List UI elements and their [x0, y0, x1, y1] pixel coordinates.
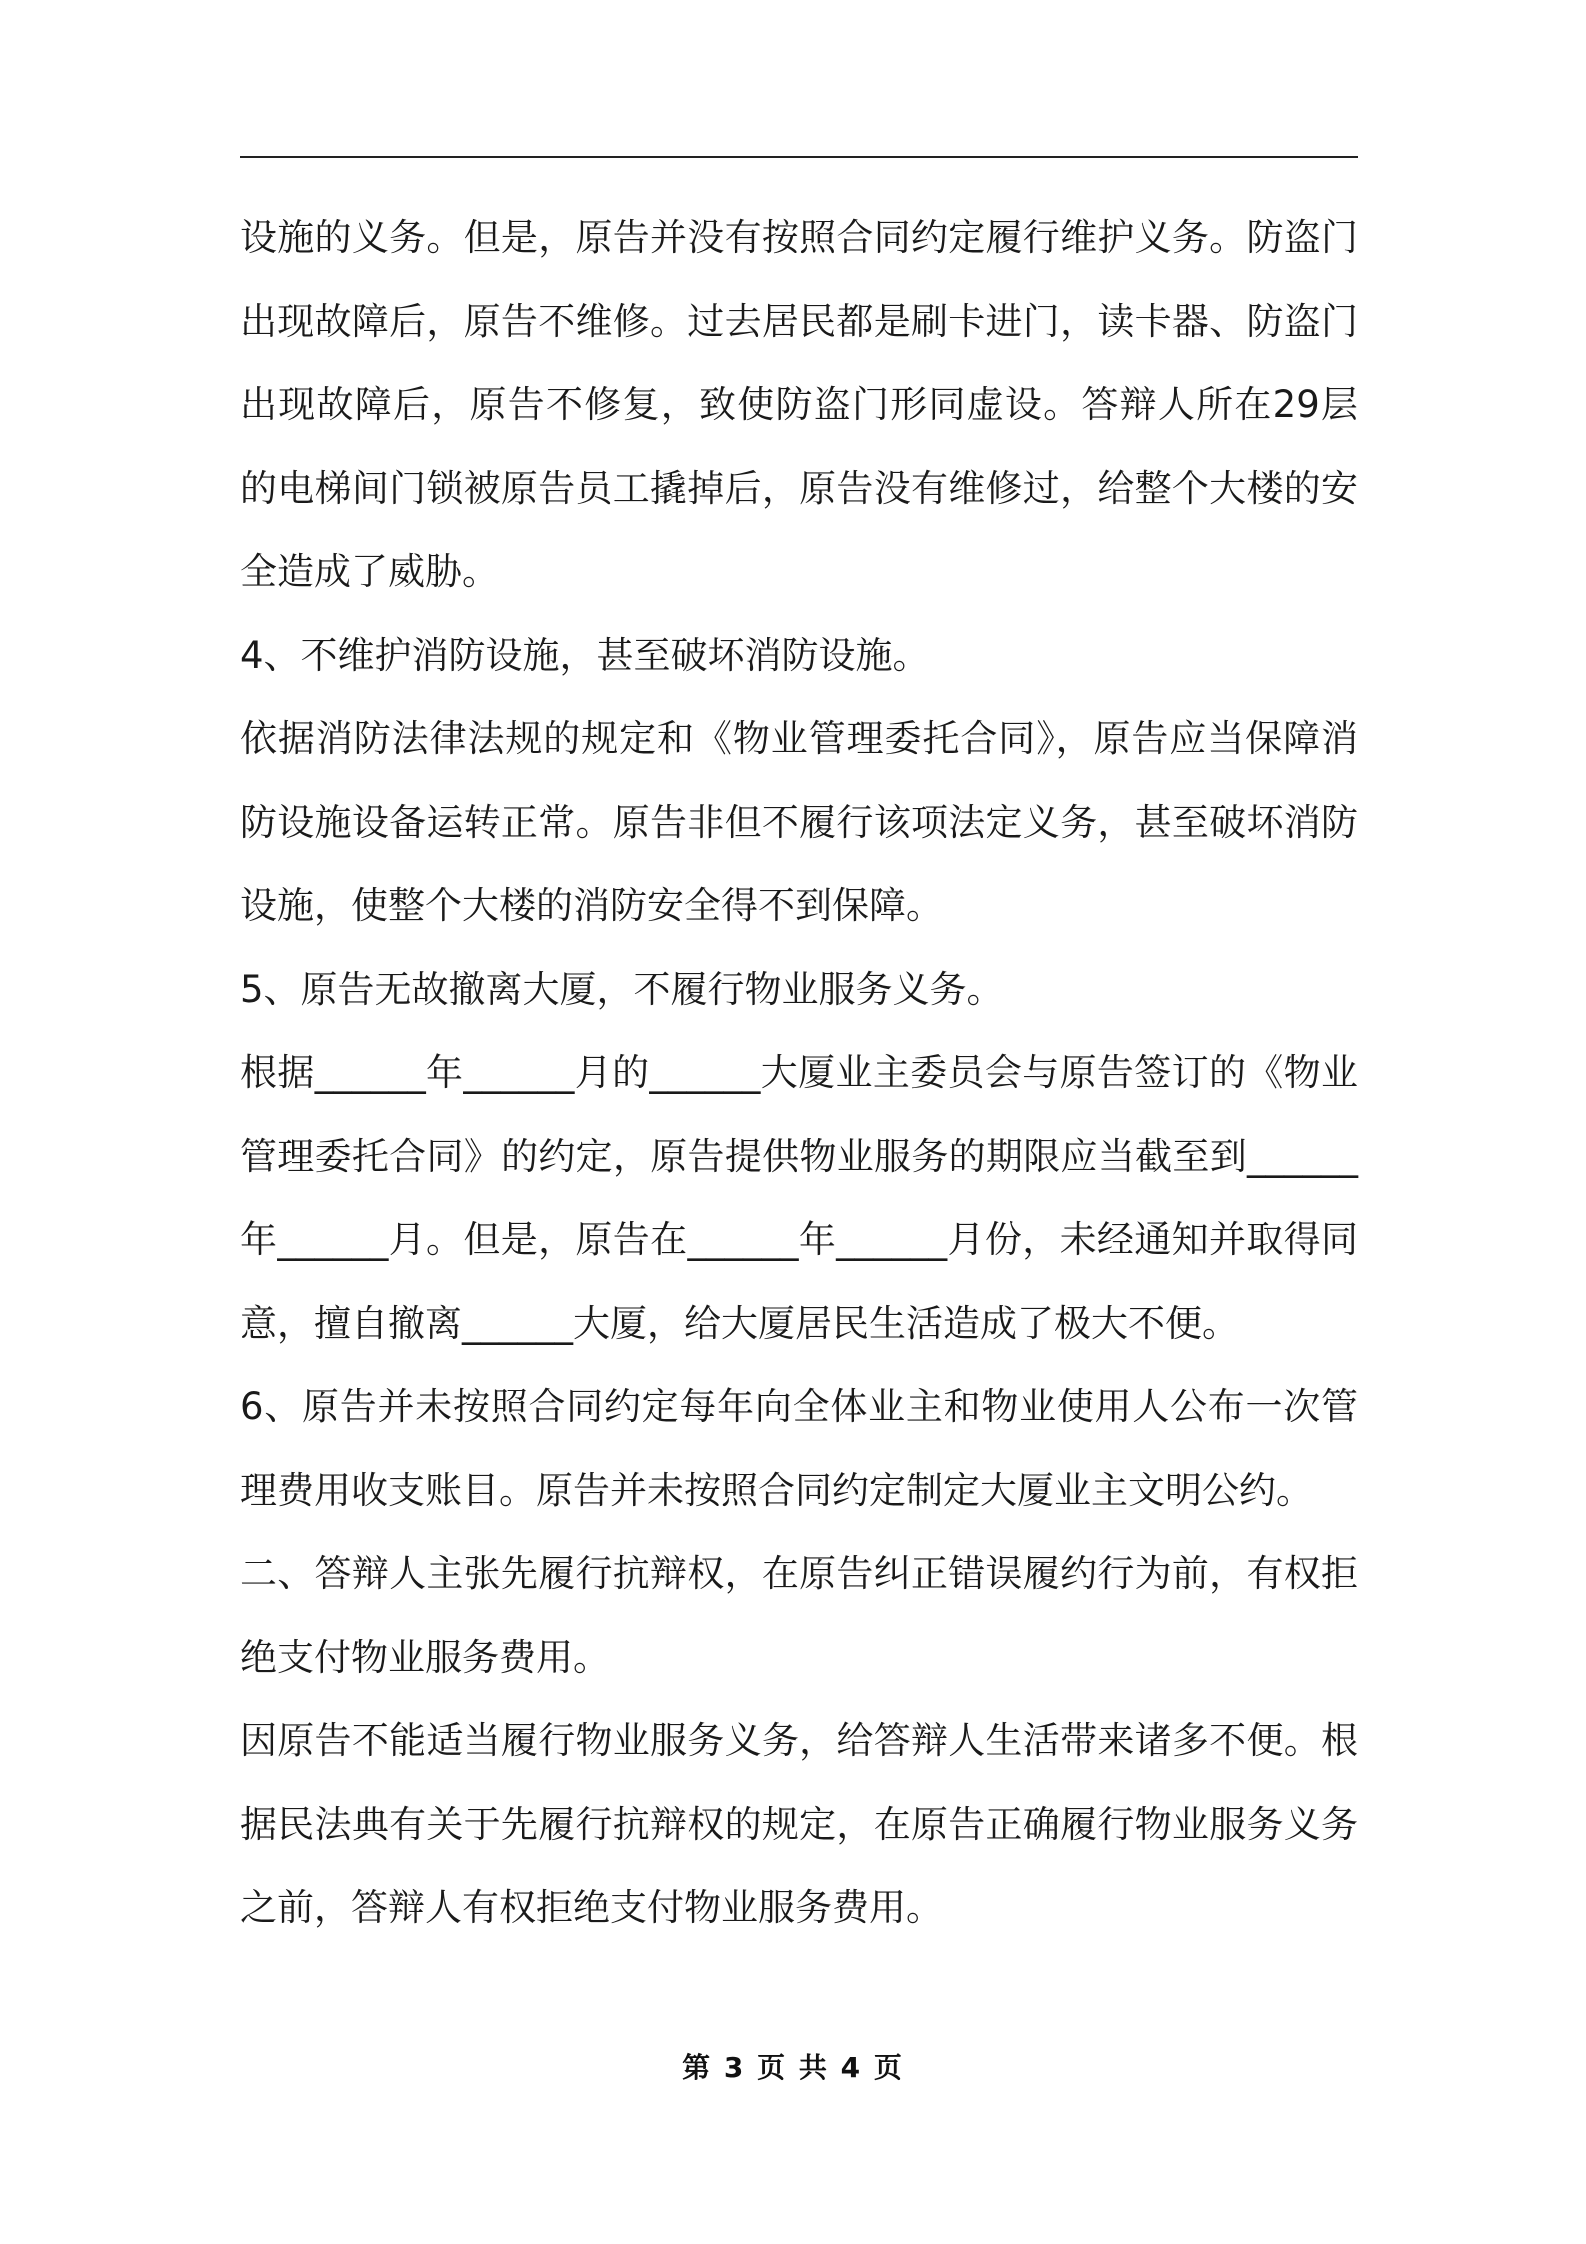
- page-number: 第 3 页 共 4 页: [682, 2051, 904, 2084]
- paragraph-fire-safety: 依据消防法律法规的规定和《物业管理委托合同》，原告应当保障消防设施设备运转正常。原告非但不履行该项法定义务，甚至破坏消防设施，使整个大楼的消防安全得不到保障。: [240, 717, 1358, 927]
- heading-item-4-fire-facilities: 4、不维护消防设施，甚至破坏消防设施。: [240, 633, 930, 677]
- header-rule: [240, 156, 1358, 158]
- paragraph-security-failures: 设施的义务。但是，原告并没有按照合同约定履行维护义务。防盗门出现故障后，原告不维修。过去居民都是刷卡进门，读卡器、防盗门出现故障后，原告不修复，致使防盗门形同虚设。答辩人所在29层的电梯间门锁被原告员工撬掉后，原告没有维修过，给整个大楼的安全造成了威胁。: [240, 216, 1358, 593]
- paragraph-item-6-accounts: 6、原告并未按照合同约定每年向全体业主和物业使用人公布一次管理费用收支账目。原告并未按照合同约定制定大厦业主文明公约。: [240, 1385, 1358, 1512]
- paragraph-contract-term: 根据______年______月的______大厦业主委员会与原告签订的《物业管理委托合同》的约定，原告提供物业服务的期限应当截至到______年______月。但是，原告在______年______月份，未经通知并取得同意，擅自撤离______大厦，给大厦居民生活造成了极大不便。: [240, 1051, 1358, 1345]
- heading-section-2-defense: 二、答辩人主张先履行抗辩权，在原告纠正错误履约行为前，有权拒绝支付物业服务费用。: [240, 1552, 1358, 1679]
- paragraph-defense-basis: 因原告不能适当履行物业服务义务，给答辩人生活带来诸多不便。根据民法典有关于先履行抗辩权的规定，在原告正确履行物业服务义务之前，答辩人有权拒绝支付物业服务费用。: [240, 1719, 1358, 1929]
- heading-item-5-withdrawal: 5、原告无故撤离大厦，不履行物业服务义务。: [240, 967, 1004, 1011]
- document-body: [240, 196, 1358, 1950]
